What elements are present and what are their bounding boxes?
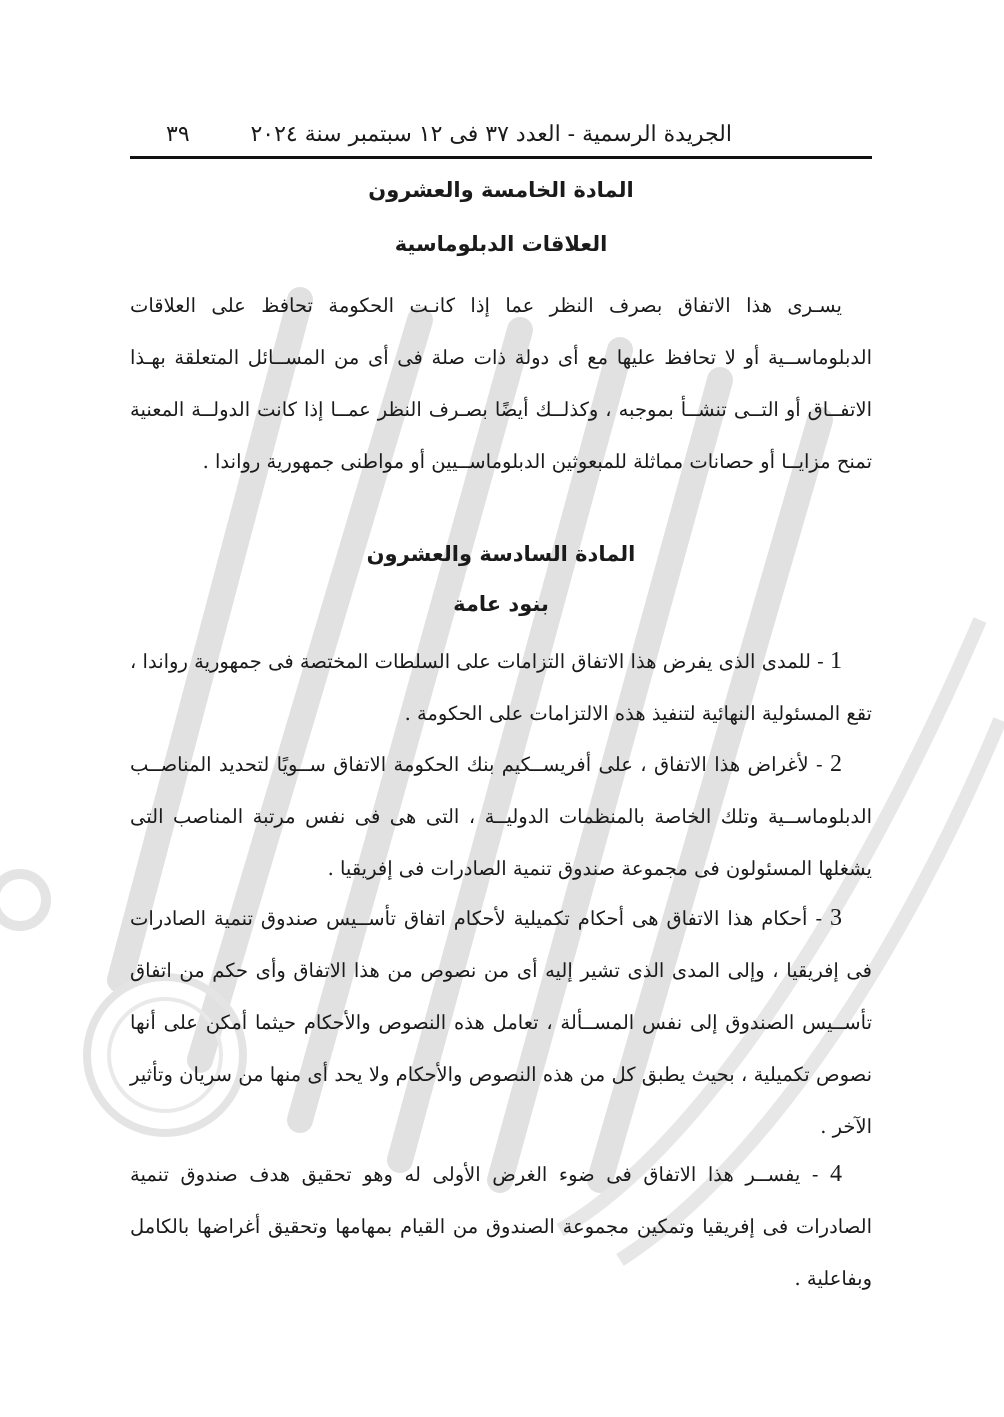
clause-2-number: 2 (830, 751, 842, 777)
clause-4-number: 4 (830, 1161, 842, 1187)
clause-2 (130, 738, 872, 895)
gazette-title: الجريدة الرسمية - العدد ٣٧ فى ١٢ سبتمبر سنة ٢٠٢٤ (250, 121, 732, 147)
clause-4-text: - يفســر هذا الاتفاق فى ضوء الغرض الأولى له وهو تحقيق هدف صندوق تنمية الصادرات فى إفريقيا وتمكين مجموعة الصندوق من القيام بمهامها وتحقيق أغراضها بالكامل وبفاعلية . (130, 1163, 872, 1290)
article-25-heading: المادة الخامسة والعشرون (368, 178, 634, 202)
clause-3 (130, 892, 872, 1153)
article-25-body: يسـرى هذا الاتفاق بصرف النظر عما إذا كانـت الحكومة تحافظ على العلاقات الدبلوماســية أو لا تحافظ عليها مع أى دولة ذات صلة فى أى من المســائل المتعلقة بهـذا الاتفــاق أو التــى تنشــأ بموجبه ، وكذلــك أيضًا بصـرف النظر عمــا إذا كانت الدولــة المعنية تمنح مزايــا أو حصانات مماثلة للمبعوثين الدبلوماســيين أو مواطنى جمهورية رواندا . (130, 294, 872, 473)
clause-1-text: - للمدى الذى يفرض هذا الاتفاق التزامات على السلطات المختصة فى جمهورية رواندا ، تقع المسئولية النهائية لتنفيذ هذه الالتزامات على الحكومة . (130, 650, 872, 725)
article-26-subheading: بنود عامة (453, 592, 549, 616)
article-26-heading: المادة السادسة والعشرون (366, 542, 636, 566)
clause-4 (130, 1148, 872, 1305)
clause-1-number: 1 (830, 648, 842, 674)
clause-3-text: - أحكام هذا الاتفاق هى أحكام تكميلية لأحكام اتفاق تأســيس صندوق تنمية الصادرات فى إفريقيا ، وإلى المدى الذى تشير إليه أى من نصوص من هذا الاتفاق وأى حكم من اتفاق تأســيس الصندوق إلى نفس المســألة ، تعامل هذه النصوص والأحكام حيثما أمكن على أنها نصوص تكميلية ، بحيث يطبق كل من هذه النصوص والأحكام ولا يحد أى منها من سريان وتأثير الآخر . (130, 907, 872, 1138)
clause-1 (130, 635, 872, 740)
page-header (130, 112, 872, 159)
clause-3-number: 3 (830, 905, 842, 931)
clause-2-text: - لأغراض هذا الاتفاق ، على أفريســكيم بنك الحكومة الاتفاق ســويًا لتحديد المناصــب الدبلوماســية وتلك الخاصة بالمنظمات الدوليــة ، التى هى فى نفس مرتبة المناصب التى يشغلها المسئولون فى مجموعة صندوق تنمية الصادرات فى إفريقيا . (130, 753, 872, 880)
article-25-subheading: العلاقات الدبلوماسية (394, 232, 608, 256)
page-number: ٣٩ (166, 121, 190, 147)
